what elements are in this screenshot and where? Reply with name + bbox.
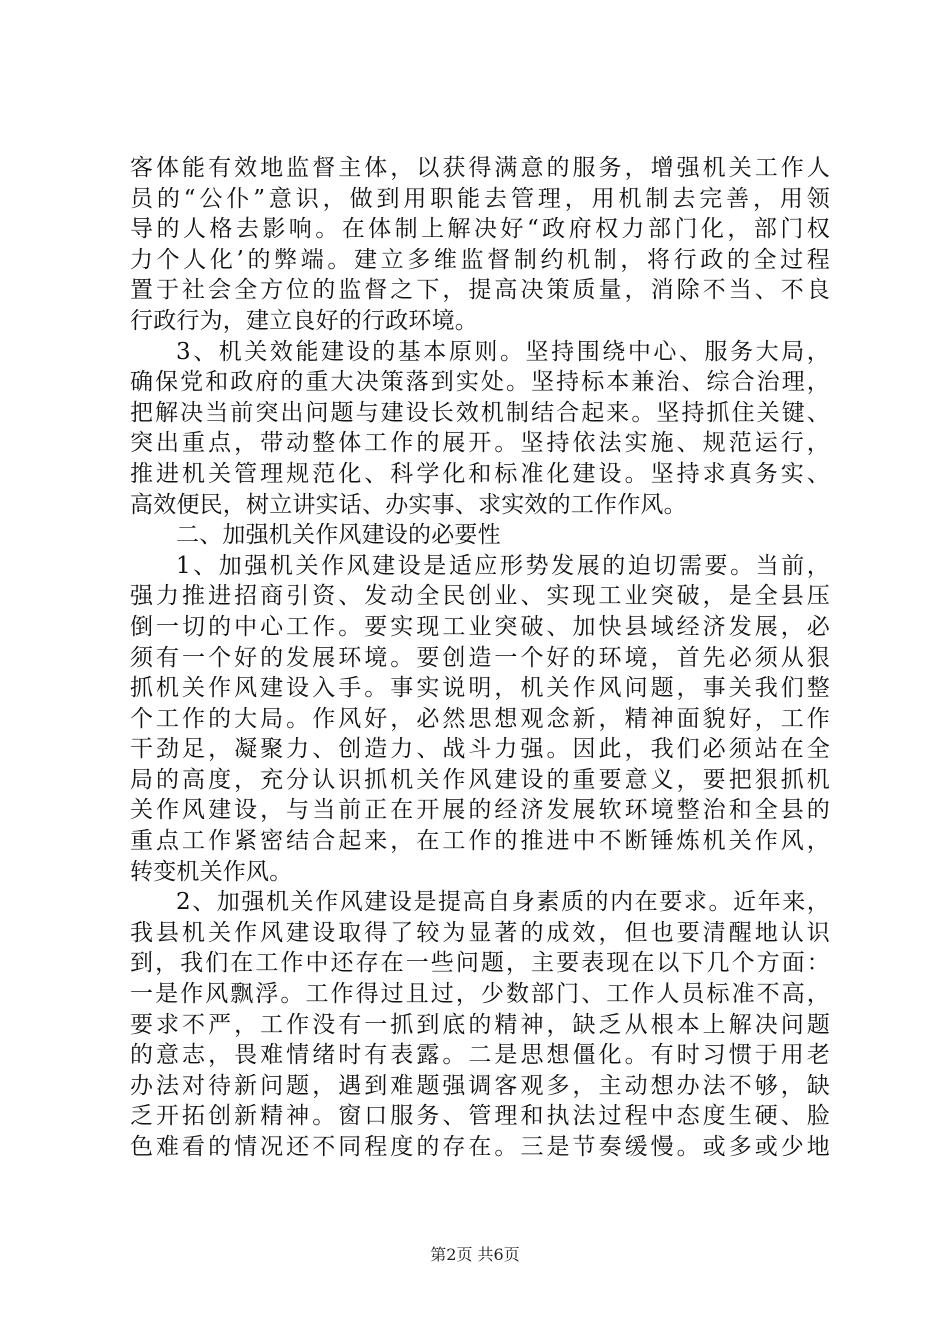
text-line: 置于社会全方位的监督之下，提高决策质量，消除不当、不良 [130,277,830,304]
text-line: 个工作的大局。作风好，必然思想观念新，精神面貌好，工作 [130,705,830,732]
text-line: 3、机关效能建设的基本原则。坚持围绕中心、服务大局， [176,338,830,365]
text-line: 二、加强机关作风建设的必要性 [176,522,501,549]
text-line: 导的人格去影响。在体制上解决好“政府权力部门化，部门权 [130,216,830,243]
text-line: 推进机关管理规范化、科学化和标准化建设。坚持求真务实、 [130,460,830,487]
text-line: 须有一个好的发展环境。要创造一个好的环境，首先必须从狠 [130,644,830,671]
text-line: 一是作风飘浮。工作得过且过，少数部门、工作人员标准不高， [130,981,830,1008]
document-body [130,153,830,1163]
page-footer [0,1245,950,1265]
text-line: 力个人化’的弊端。建立多维监督制约机制，将行政的全过程 [130,246,830,273]
text-line: 高效便民，树立讲实话、办实事、求实效的工作作风。 [130,491,687,518]
text-line: 2、加强机关作风建设是提高自身素质的内在要求。近年来， [176,889,830,916]
text-line: 干劲足，凝聚力、创造力、战斗力强。因此，我们必须站在全 [130,736,830,763]
text-line: 客体能有效地监督主体，以获得满意的服务，增强机关工作人 [130,155,830,181]
text-line: 关作风建设，与当前正在开展的经济发展软环境整治和全县的 [130,797,830,824]
text-line: 抓机关作风建设入手。事实说明，机关作风问题，事关我们整 [130,675,830,702]
text-line: 行政行为，建立良好的行政环境。 [130,307,478,334]
text-line: 要求不严，工作没有一抓到底的精神，缺乏从根本上解决问题 [130,1011,830,1038]
text-line: 倒一切的中心工作。要实现工业突破、加快县域经济发展，必 [130,613,830,640]
text-line: 把解决当前突出问题与建设长效机制结合起来。坚持抓住关键、 [130,399,830,426]
text-line: 重点工作紧密结合起来，在工作的推进中不断锤炼机关作风， [130,828,830,855]
page-number-label: 第2页 共6页 [430,1245,520,1264]
text-line: 局的高度，充分认识抓机关作风建设的重要意义，要把狠抓机 [130,766,830,793]
text-line: 强力推进招商引资、发动全民创业、实现工业突破，是全县压 [130,583,830,610]
text-line: 确保党和政府的重大决策落到实处。坚持标本兼治、综合治理， [130,369,830,396]
text-line: 到，我们在工作中还存在一些问题，主要表现在以下几个方面： [130,950,830,977]
text-line: 办法对待新问题，遇到难题强调客观多，主动想办法不够，缺 [130,1072,830,1099]
text-line: 乏开拓创新精神。窗口服务、管理和执法过程中态度生硬、脸 [130,1103,830,1130]
text-line: 的意志，畏难情绪时有表露。二是思想僵化。有时习惯于用老 [130,1042,830,1069]
text-line: 员的“公仆”意识，做到用职能去管理，用机制去完善，用领 [130,185,830,212]
text-line: 突出重点，带动整体工作的展开。坚持依法实施、规范运行， [130,430,830,457]
text-line: 色难看的情况还不同程度的存在。三是节奏缓慢。或多或少地 [130,1134,830,1160]
text-line: 1、加强机关作风建设是适应形势发展的迫切需要。当前， [176,552,830,579]
text-line: 我县机关作风建设取得了较为显著的成效，但也要清醒地认识 [130,919,830,946]
text-line: 转变机关作风。 [130,858,293,885]
